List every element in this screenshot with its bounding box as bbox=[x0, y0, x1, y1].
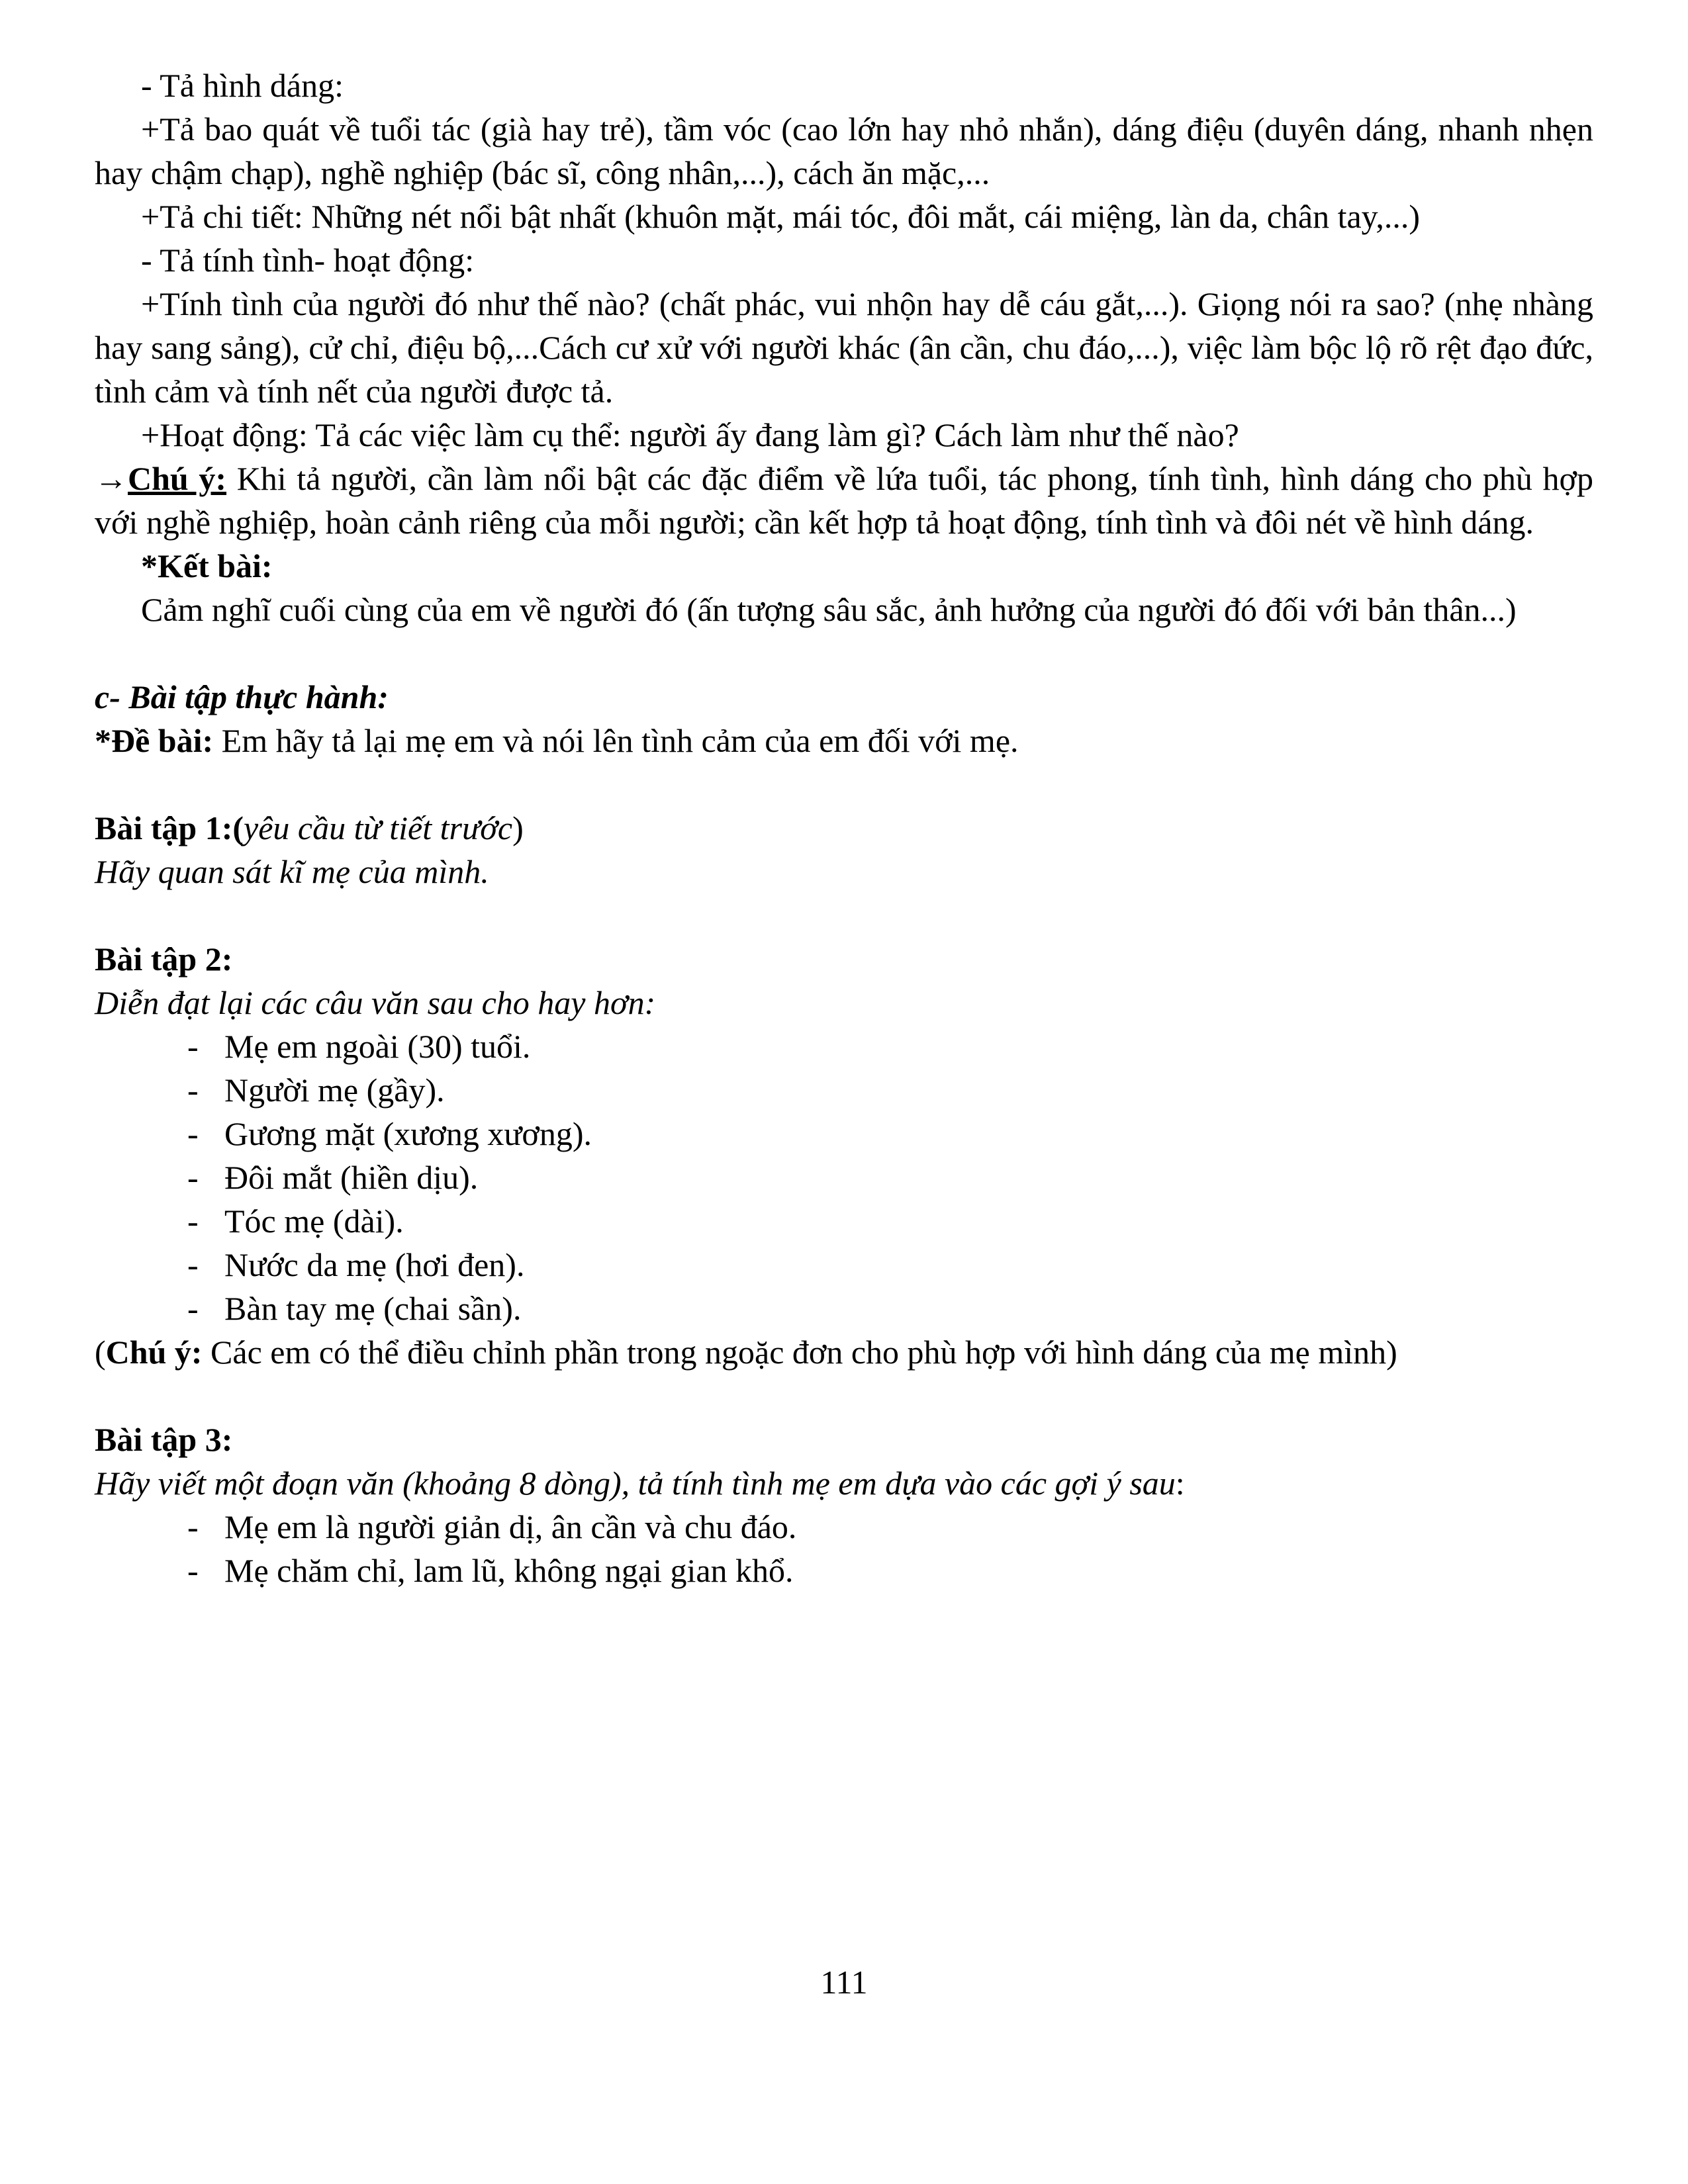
text-run: : bbox=[1175, 1465, 1185, 1502]
list-item bbox=[95, 1243, 1593, 1287]
text-run: Bài tập 2: bbox=[95, 940, 233, 978]
text-run: Khi tả người, cần làm nổi bật các đặc điểm về lứa tuổi, tác phong, tính tình, hình dáng cho phù hợp với nghề nghiệp, hoàn cảnh riêng của mỗi người; cần kết hợp tả hoạt động, tính tình và đôi nét về hình dáng. bbox=[95, 460, 1593, 541]
text-run: Mẹ chăm chỉ, lam lũ, không ngại gian khổ. bbox=[224, 1552, 794, 1589]
paragraph bbox=[95, 1418, 1593, 1461]
text-run: ( bbox=[95, 1334, 106, 1371]
text-run: Nước da mẹ (hơi đen). bbox=[224, 1246, 525, 1283]
text-run: yêu cầu từ tiết trước bbox=[244, 809, 513, 846]
paragraph bbox=[95, 588, 1593, 631]
paragraph bbox=[95, 457, 1593, 544]
text-run: - Tả hình dáng: bbox=[141, 67, 344, 104]
paragraph bbox=[95, 413, 1593, 457]
list-dash: - bbox=[187, 1159, 199, 1196]
document-content bbox=[95, 64, 1593, 1592]
text-run: c- Bài tập thực hành: bbox=[95, 678, 389, 715]
list-dash: - bbox=[187, 1071, 199, 1109]
blank-line bbox=[95, 893, 1593, 937]
blank-line bbox=[95, 1374, 1593, 1418]
text-run: → bbox=[95, 460, 128, 497]
paragraph bbox=[95, 1461, 1593, 1505]
list-dash: - bbox=[187, 1508, 199, 1545]
text-run: +Tính tình của người đó như thế nào? (chất phác, vui nhộn hay dễ cáu gắt,...). Giọng nói ra sao? (nhẹ nhàng hay sang sảng), cử chỉ, điệu bộ,...Cách cư xử với người khác (ân cần, chu đáo,...), việc làm bộc lộ rõ rệt đạo đức, tình cảm và tính nết của người được tả. bbox=[95, 285, 1593, 410]
text-run: Các em có thể điều chỉnh phần trong ngoặc đơn cho phù hợp với hình dáng của mẹ mình) bbox=[202, 1334, 1397, 1371]
list-dash: - bbox=[187, 1290, 199, 1327]
text-run: Hãy quan sát kĩ mẹ của mình. bbox=[95, 853, 489, 890]
text-run: Gương mặt (xương xương). bbox=[224, 1115, 592, 1152]
text-run: Mẹ em ngoài (30) tuổi. bbox=[224, 1028, 531, 1065]
list-item bbox=[95, 1156, 1593, 1199]
text-run: - Tả tính tình- hoạt động: bbox=[141, 242, 475, 279]
paragraph bbox=[95, 238, 1593, 282]
text-run: +Hoạt động: Tả các việc làm cụ thể: người ấy đang làm gì? Cách làm như thế nào? bbox=[141, 416, 1239, 453]
list-item bbox=[95, 1199, 1593, 1243]
list-dash: - bbox=[187, 1246, 199, 1283]
text-run: Chú ý: bbox=[128, 460, 227, 497]
text-run: Em hãy tả lại mẹ em và nói lên tình cảm của em đối với mẹ. bbox=[213, 722, 1019, 759]
paragraph bbox=[95, 1330, 1593, 1374]
paragraph bbox=[95, 282, 1593, 413]
text-run: *Kết bài: bbox=[141, 547, 273, 584]
text-run: Cảm nghĩ cuối cùng của em về người đó (ấn tượng sâu sắc, ảnh hưởng của người đó đối với bản thân...) bbox=[141, 591, 1517, 628]
text-run: Bài tập 1:( bbox=[95, 809, 244, 846]
text-run: ) bbox=[512, 809, 524, 846]
text-run: Chú ý: bbox=[105, 1334, 203, 1371]
text-run: Hãy viết một đoạn văn (khoảng 8 dòng), tả tính tình mẹ em dựa vào các gợi ý sau bbox=[95, 1465, 1176, 1502]
list-dash: - bbox=[187, 1028, 199, 1065]
text-run: Tóc mẹ (dài). bbox=[224, 1203, 404, 1240]
list-item bbox=[95, 1505, 1593, 1549]
text-run: +Tả chi tiết: Những nét nổi bật nhất (khuôn mặt, mái tóc, đôi mắt, cái miệng, làn da, chân tay,...) bbox=[141, 198, 1421, 235]
paragraph bbox=[95, 719, 1593, 762]
blank-line bbox=[95, 631, 1593, 675]
paragraph bbox=[95, 195, 1593, 238]
list-item bbox=[95, 1287, 1593, 1330]
paragraph bbox=[95, 850, 1593, 893]
paragraph bbox=[95, 937, 1593, 981]
text-run: *Đề bài: bbox=[95, 722, 214, 759]
blank-line bbox=[95, 762, 1593, 806]
paragraph bbox=[95, 107, 1593, 195]
list-dash: - bbox=[187, 1552, 199, 1589]
list-dash: - bbox=[187, 1115, 199, 1152]
text-run: Mẹ em là người giản dị, ân cần và chu đáo. bbox=[224, 1508, 797, 1545]
text-run: +Tả bao quát về tuổi tác (già hay trẻ), tầm vóc (cao lớn hay nhỏ nhắn), dáng điệu (duyên dáng, nhanh nhẹn hay chậm chạp), nghề nghiệp (bác sĩ, công nhân,...), cách ăn mặc,... bbox=[95, 111, 1593, 191]
text-run: Người mẹ (gầy). bbox=[224, 1071, 445, 1109]
paragraph bbox=[95, 981, 1593, 1024]
list-item bbox=[95, 1068, 1593, 1112]
text-run: Bài tập 3: bbox=[95, 1421, 233, 1458]
paragraph bbox=[95, 64, 1593, 107]
list-item bbox=[95, 1024, 1593, 1068]
paragraph bbox=[95, 806, 1593, 850]
paragraph bbox=[95, 544, 1593, 588]
list-item bbox=[95, 1549, 1593, 1592]
text-run: Đôi mắt (hiền dịu). bbox=[224, 1159, 479, 1196]
text-run: Diễn đạt lại các câu văn sau cho hay hơn: bbox=[95, 984, 656, 1021]
list-dash: - bbox=[187, 1203, 199, 1240]
text-run: Bàn tay mẹ (chai sần). bbox=[224, 1290, 522, 1327]
page-number: 111 bbox=[820, 1964, 868, 2001]
list-item bbox=[95, 1112, 1593, 1156]
paragraph bbox=[95, 675, 1593, 719]
